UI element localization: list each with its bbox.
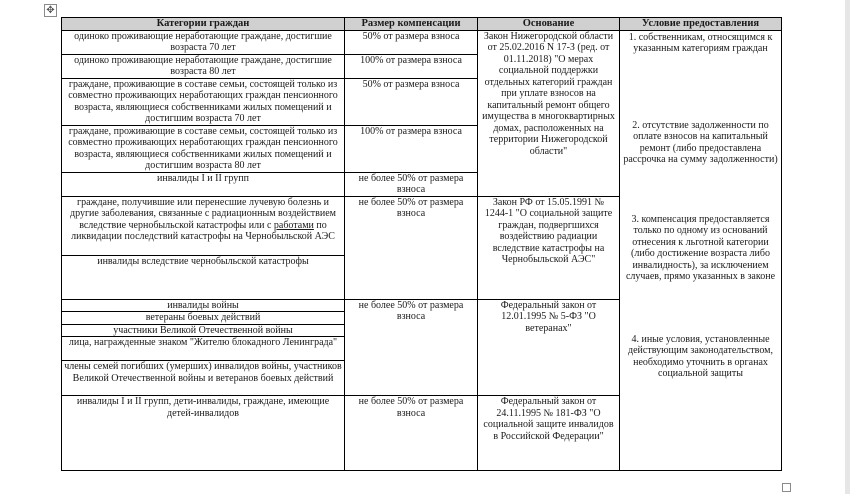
category-cell: лица, награжденные знаком "Жителю блокадного Ленинграда" [62, 337, 345, 361]
size-cell: не более 50% от размера взноса [345, 172, 478, 196]
category-cell: граждане, проживающие в составе семьи, состоящей только из совместно проживающих неработающих граждан пенсионного возраста, являющиеся собственниками жилых помещений и достигшим возраста 80 лет [62, 125, 345, 172]
size-cell: не более 50% от размера взноса [345, 396, 478, 471]
basis-cell: Федеральный закон от 24.11.1995 № 181-ФЗ "О социальной защите инвалидов в Российской Федерации" [478, 396, 620, 471]
category-cell: инвалиды вследствие чернобыльской катастрофы [62, 255, 345, 299]
size-cell: 100% от размера взноса [345, 125, 478, 172]
category-text-a: граждане, получившие или перенесшие лучевую болезнь и другие заболевания, связанные с радиационным воздействием вследствие чернобыльской катастрофы или с [70, 196, 336, 231]
condition-1: 1. собственникам, относящимся к указанным категориям граждан [628, 31, 773, 54]
table-header-row [62, 18, 782, 31]
basis-cell: Федеральный закон от 12.01.1995 № 5-ФЗ "О ветеранах" [478, 299, 620, 396]
condition-2: 2. отсутствие задолженности по оплате взносов на капитальный ремонт (либо предоставлена рассрочка на сумму задолженности) [623, 119, 778, 165]
header-condition: Условие предоставления [620, 18, 782, 31]
category-cell: ветераны боевых действий [62, 312, 345, 325]
size-cell: 50% от размера взноса [345, 30, 478, 54]
category-cell: участники Великой Отечественной войны [62, 324, 345, 337]
table-resize-handle[interactable] [782, 483, 791, 492]
condition-3: 3. компенсация предоставляется только по одному из оснований отнесения к льготной категории (либо достижение возраста либо инвалидность), за исключением случаев, прямо указанных в законе [625, 213, 776, 282]
category-link[interactable]: работами [273, 219, 314, 231]
category-cell: инвалиды I и II групп, дети-инвалиды, граждане, имеющие детей-инвалидов [62, 396, 345, 471]
size-cell: не более 50% от размера взноса [345, 196, 478, 299]
table-row [62, 30, 782, 54]
table-move-handle[interactable]: ✥ [44, 4, 57, 17]
category-cell: граждане, проживающие в составе семьи, состоящей только из совместно проживающих неработающих граждан пенсионного возраста, являющиеся собственниками жилых помещений и достигшим возраста 70 лет [62, 78, 345, 125]
category-cell [62, 196, 345, 255]
condition-4: 4. иные условия, установленные действующим законодательством, необходимо уточнить в органах социальной защиты [628, 333, 773, 379]
size-cell: не более 50% от размера взноса [345, 299, 478, 396]
header-basis: Основание [478, 18, 620, 31]
header-size: Размер компенсации [345, 18, 478, 31]
category-cell: одиноко проживающие неработающие граждане, достигшие возраста 80 лет [62, 54, 345, 78]
compensation-table [61, 17, 782, 471]
size-cell: 100% от размера взноса [345, 54, 478, 78]
category-cell: инвалиды I и II групп [62, 172, 345, 196]
category-cell: члены семей погибших (умерших) инвалидов войны, участников Великой Отечественной войны и ветеранов боевых действий [62, 361, 345, 396]
header-category: Категории граждан [62, 18, 345, 31]
category-text-b: по ликвидации последствий катастрофы на Чернобыльской АЭС [71, 219, 335, 242]
basis-cell: Закон РФ от 15.05.1991 № 1244-1 "О социальной защите граждан, подвергшихся воздействию радиации вследствие катастрофы на Чернобыльской АЭС" [478, 196, 620, 299]
category-cell: одиноко проживающие неработающие граждане, достигшие возраста 70 лет [62, 30, 345, 54]
size-cell: 50% от размера взноса [345, 78, 478, 125]
basis-cell: Закон Нижегородской области от 25.02.2016 N 17-З (ред. от 01.11.2018) "О мерах социальной поддержки отдельных категорий граждан при уплате взносов на капитальный ремонт общего имущества в многоквартирных домах, расположенных на территории Нижегородской области" [478, 30, 620, 196]
window-edge [845, 0, 850, 494]
category-cell: инвалиды войны [62, 299, 345, 312]
conditions-cell [620, 30, 782, 471]
